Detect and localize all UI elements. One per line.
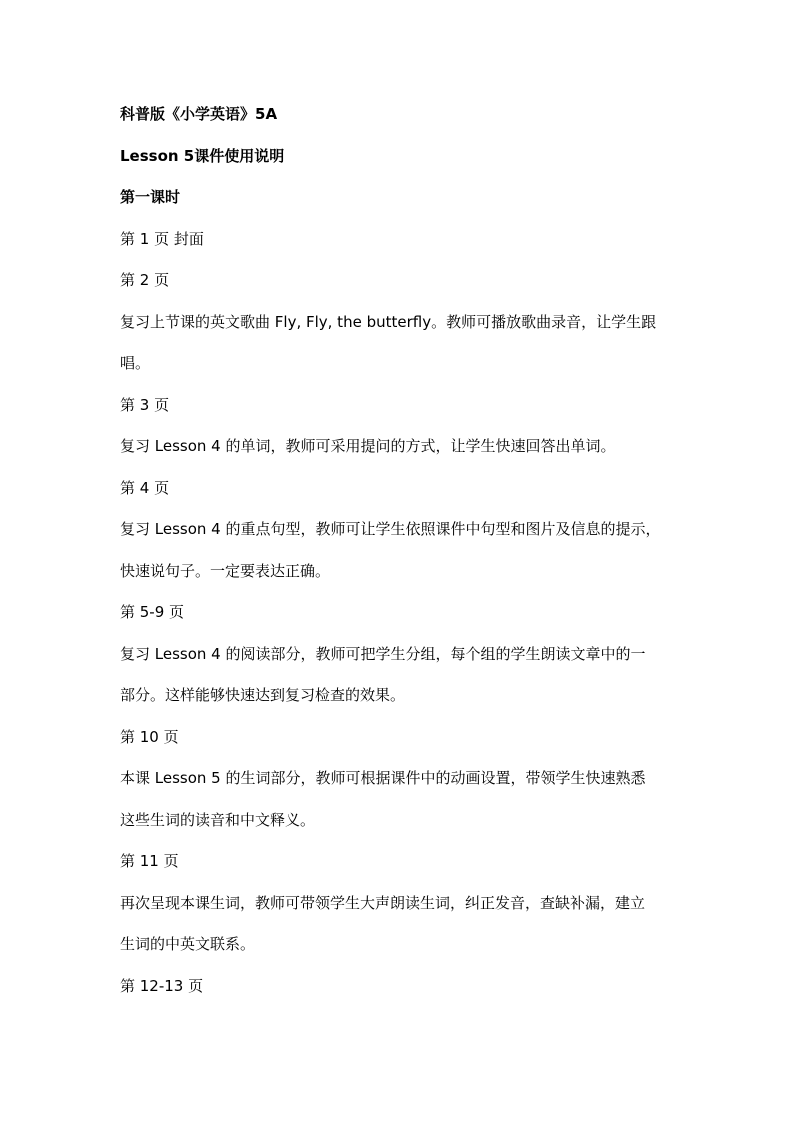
description-line: 复习 Lesson 4 的单词，教师可采用提问的方式，让学生快速回答出单词。 — [120, 437, 616, 455]
description-line: 这些生词的读音和中文释义。 — [120, 810, 316, 829]
page-description — [120, 893, 680, 955]
description-line: 快速说句子。一定要表达正确。 — [120, 561, 331, 580]
page-label: 第 10 页 — [120, 727, 179, 746]
description-line: 唱。 — [120, 354, 151, 372]
page-description — [120, 644, 680, 706]
page-label: 第 3 页 — [120, 395, 170, 414]
description-line: 复习 Lesson 4 的重点句型，教师可让学生依照课件中句型和图片及信息的提示， — [120, 520, 661, 538]
page-label: 第 4 页 — [120, 478, 170, 497]
section-heading: 第一课时 — [120, 188, 181, 206]
page-label: 第 1 页 封面 — [120, 229, 204, 248]
description-line: 生词的中英文联系。 — [120, 935, 256, 953]
description-line: 复习上节课的英文歌曲 Fly, Fly, the butterfly。教师可播放歌曲录音，让学生跟 — [120, 312, 657, 331]
page-label: 第 5-9 页 — [120, 603, 185, 621]
description-line: 再次呈现本课生词，教师可带领学生大声朗读生词，纠正发音，查缺补漏，建立 — [120, 893, 646, 912]
doc-title: 科普版《小学英语》5A — [120, 105, 278, 123]
page-label: 第 12-13 页 — [120, 976, 204, 995]
page-description — [120, 436, 680, 456]
description-line: 本课 Lesson 5 的生词部分，教师可根据课件中的动画设置，带领学生快速熟悉 — [120, 769, 646, 787]
page-label: 第 11 页 — [120, 852, 179, 870]
description-line: 部分。这样能够快速达到复习检查的效果。 — [120, 686, 406, 704]
doc-subtitle: Lesson 5课件使用说明 — [120, 146, 285, 165]
page-description — [120, 519, 680, 581]
page-label: 第 2 页 — [120, 271, 170, 289]
document-body — [120, 104, 680, 1017]
page-description — [120, 768, 680, 830]
description-line: 复习 Lesson 4 的阅读部分，教师可把学生分组，每个组的学生朗读文章中的一 — [120, 644, 646, 663]
page-description — [120, 312, 680, 374]
